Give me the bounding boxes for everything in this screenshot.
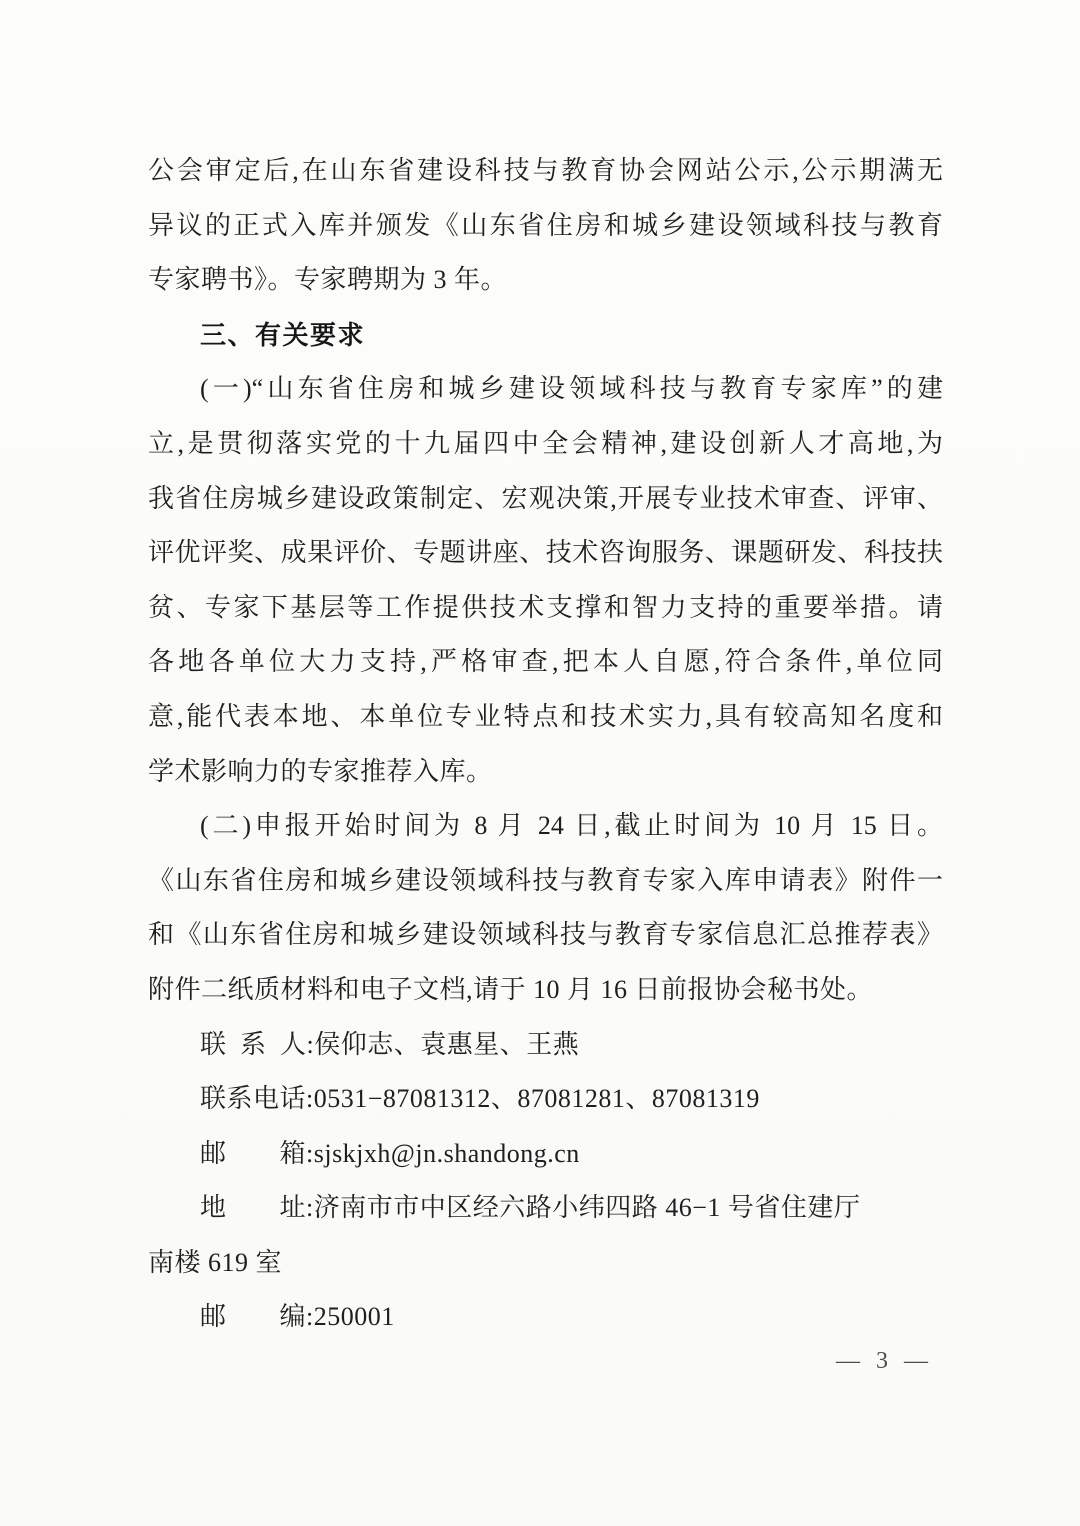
paragraph-1-line-4: 评优评奖、成果评价、专题讲座、技术咨询服务、课题研发、科技扶 [148, 538, 943, 568]
paragraph-intro-line-2: 异议的正式入库并颁发《山东省住房和城乡建设领域科技与教育 [148, 210, 943, 240]
paragraph-2-line-2: 《山东省住房和城乡建设领域科技与教育专家入库申请表》附件一 [148, 865, 943, 895]
paragraph-1-line-8: 学术影响力的专家推荐入库。 [148, 756, 493, 786]
contact-postcode-line: 邮 编:250001 [200, 1302, 395, 1332]
section-heading: 三、有关要求 [200, 319, 366, 350]
contact-phone-line: 联系电话:0531−87081312、87081281、87081319 [200, 1084, 760, 1114]
contact-address-line: 地 址:济南市市中区经六路小纬四路 46−1 号省住建厅 [200, 1193, 861, 1223]
paragraph-1-line-5: 贫、专家下基层等工作提供技术支撑和智力支持的重要举措。请 [148, 592, 943, 622]
paragraph-1-line-2: 立,是贯彻落实党的十九届四中全会精神,建设创新人才高地,为 [148, 428, 943, 458]
paragraph-1-line-7: 意,能代表本地、本单位专业特点和技术实力,具有较高知名度和 [148, 701, 943, 731]
contact-person-line: 联 系 人:侯仰志、袁惠星、王燕 [200, 1029, 580, 1059]
document-body [148, 144, 943, 1345]
paragraph-2-line-3: 和《山东省住房和城乡建设领域科技与教育专家信息汇总推荐表》 [148, 920, 943, 950]
paragraph-intro-line-3: 专家聘书》。专家聘期为 3 年。 [148, 265, 508, 295]
paragraph-2-line-4: 附件二纸质材料和电子文档,请于 10 月 16 日前报协会秘书处。 [148, 974, 874, 1004]
contact-email-line: 邮 箱:sjskjxh@jn.shandong.cn [200, 1138, 580, 1168]
paragraph-1-line-6: 各地各单位大力支持,严格审查,把本人自愿,符合条件,单位同 [148, 647, 943, 677]
paragraph-intro-line-1: 公会审定后,在山东省建设科技与教育协会网站公示,公示期满无 [148, 156, 943, 185]
contact-address-line-2: 南楼 619 室 [148, 1247, 283, 1277]
paragraph-1-line-1: (一)“山东省住房和城乡建设领域科技与教育专家库”的建 [200, 374, 943, 404]
paragraph-2-line-1: (二)申报开始时间为 8 月 24 日,截止时间为 10 月 15 日。 [200, 811, 943, 841]
page-number: — 3 — [836, 1348, 930, 1374]
paragraph-1-line-3: 我省住房城乡建设政策制定、宏观决策,开展专业技术审查、评审、 [148, 483, 943, 513]
